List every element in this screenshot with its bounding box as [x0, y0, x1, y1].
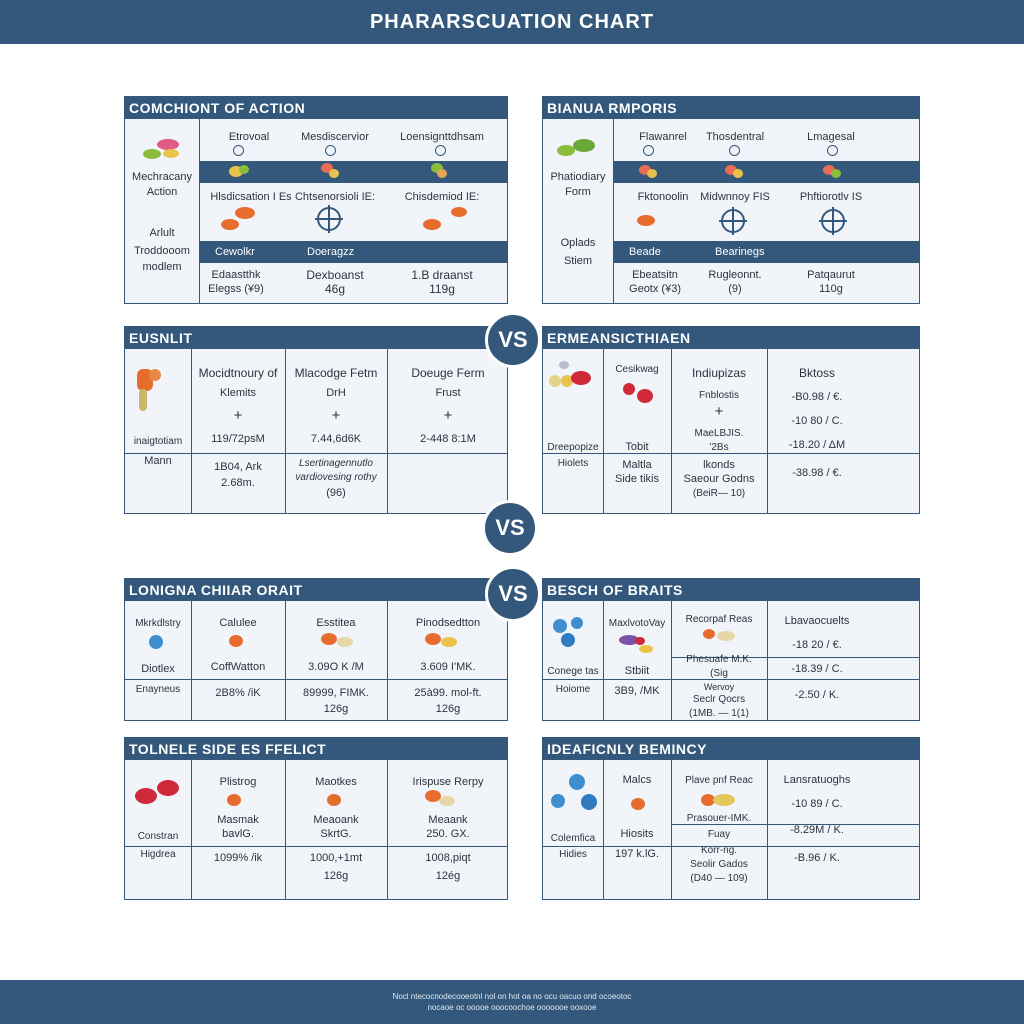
c3-line-4: Seolir Gados: [690, 859, 748, 870]
bottom-cell-3a: Patqaurut: [807, 269, 855, 281]
column-header-2: Thosdentral: [705, 131, 765, 143]
panel-ermeansic: [542, 326, 920, 514]
r2-cell-3: 3.609 I'MK.: [420, 661, 476, 673]
c3-line-5: (D40 — 109): [690, 873, 748, 884]
r2-cell-1: +: [233, 407, 243, 424]
pill-icon: [149, 635, 163, 649]
panel-pharma-reports: [542, 96, 920, 304]
panel-title: EUSNLIT: [125, 327, 507, 349]
pill-cluster-icon: [549, 375, 561, 387]
panel-title: BESCH OF BRAITS: [543, 579, 919, 601]
row2-cell-3: Chisdemiod IE:: [404, 191, 480, 203]
c3-line-3: Korr-ng.: [700, 845, 738, 856]
r2-cell-1a: Masmak: [217, 814, 259, 826]
r3-cell-2: 7.44,6d6K: [310, 433, 362, 445]
mid-cell-2: 3B9, /MK: [614, 685, 660, 697]
side-label-4: Troddooom: [134, 245, 190, 257]
footer-line-1: Nocl ntecocnodecooeotnl nol on hot oa no ocu oacuo ond ocoeotoc: [392, 992, 632, 1001]
side-label-3: Oplads: [560, 237, 596, 249]
vs-badge: VS: [485, 566, 541, 622]
footer-line-2: nocaoe oc ooooe ooocoochoe ooooooe ooxooe: [427, 1003, 597, 1012]
column-header-1: Etrovoal: [228, 131, 270, 143]
target-icon: [821, 209, 845, 233]
target-icon: [721, 209, 745, 233]
pill-icon: [631, 798, 645, 810]
column-header-3: Bktoss: [798, 366, 835, 380]
side-label-3: Arlult: [149, 227, 175, 239]
side-label-1: Mechracany: [132, 171, 192, 183]
mid-cell-2: 197 k.lG.: [614, 848, 660, 860]
r4-cell-2: 126g: [323, 703, 349, 715]
bottom-cell-1a: Ebeatsitn: [632, 269, 678, 281]
molecule-icon: [553, 619, 567, 633]
column-header-1: Calulee: [219, 617, 257, 629]
pill-icon: [229, 635, 243, 647]
r4-cell-2: 126g: [323, 870, 349, 882]
column-header-3: Lansratuoghs: [783, 774, 851, 786]
r3-cell-3: 2-448 8:1M: [420, 433, 476, 445]
c4-value-3: -B.96 / K.: [794, 852, 840, 864]
panel-title: IDEAFICNLY BEMINCY: [543, 738, 919, 760]
column-header-3: Pinodsedtton: [415, 617, 481, 629]
column-header-2: Recorpaf Reas: [685, 614, 753, 625]
molecule-icon: [569, 774, 585, 790]
column-header-3: Irispuse Rerpy: [412, 776, 484, 788]
c4-value-3: -2.50 / K.: [794, 689, 840, 701]
side-label-1: Dreepopize: [547, 442, 599, 453]
band-label-left: Cewolkr: [215, 246, 255, 258]
bottom-cell-1b: Elegss (¥9): [208, 283, 264, 295]
mid-cell-1: Stbiit: [624, 665, 650, 677]
side-label-2: Hoiome: [555, 684, 591, 695]
column-header-2: Esstitea: [316, 617, 356, 629]
target-icon: [317, 207, 341, 231]
side-label-2: Form: [565, 186, 591, 198]
c4-value-1: -B0.98 / €.: [791, 391, 843, 403]
side-label-3: Enayneus: [135, 684, 181, 695]
c3-line-4: Seclr Qocrs: [692, 694, 746, 705]
c3-line-6: Saeour Godns: [683, 473, 755, 485]
r3-cell-2: 89999, FIMK.: [302, 687, 370, 699]
r3-cell-3: 1008,piqt: [425, 852, 471, 864]
panel-title: LONIGNA CHIIAR ORAIT: [125, 579, 507, 601]
r3-cell-1: 2B8% /iK: [215, 687, 261, 699]
bottom-cell-2a: Dexboanst: [306, 268, 364, 282]
r2-cell-3b: 250. GX.: [426, 828, 470, 840]
bottom-cell-2a: Rugleonnt.: [708, 269, 762, 281]
r4-cell-2c: (96): [326, 487, 346, 499]
column-header-3: Lbavaocuelts: [784, 615, 850, 627]
bottom-cell-3b: 110g: [819, 283, 843, 295]
c3-line-4: '2Bs: [709, 442, 729, 453]
mid-cell-1: Tobit: [625, 441, 649, 453]
c3-line-1: Fnblostis: [698, 390, 739, 401]
r4-cell-1b: 2.68m.: [221, 477, 255, 489]
panel-mechanism-of-action: [124, 96, 508, 304]
panel-identify-bemincy: [542, 737, 920, 900]
side-label-4: Stiem: [563, 255, 593, 267]
bottom-cell-2b: 46g: [324, 282, 346, 296]
side-label-1: Conege tas: [547, 666, 599, 677]
side-label-2: Higdrea: [140, 849, 176, 860]
band-label-mid: Bearinegs: [715, 246, 765, 258]
column-header-1: Malcs: [622, 774, 652, 786]
row2-cell-2: Midwnnoy FIS: [700, 191, 770, 203]
side-label-1: Mkrkdlstry: [135, 618, 181, 629]
column-header-2: Mesdiscervior: [301, 131, 369, 143]
target-icon: [643, 145, 654, 156]
c3-line-2: (Sig: [710, 668, 728, 679]
column-header-1: Flawanrel: [639, 131, 687, 143]
column-header-1: Cesikwag: [615, 364, 659, 375]
panel-title: COMCHIONT OF ACTION: [125, 97, 507, 119]
r2-cell-2b: SkrtG.: [320, 828, 352, 840]
c4-value-4: -38.98 / €.: [792, 467, 842, 479]
r1-cell-2: DrH: [326, 387, 346, 399]
bottom-cell-1a: Edaastthk: [211, 269, 261, 281]
target-icon: [435, 145, 446, 156]
column-header-2: Maotkes: [315, 776, 357, 788]
r4-cell-3: 126g: [435, 703, 461, 715]
side-label-2: Hidies: [559, 849, 587, 860]
vs-badge: VS: [485, 312, 541, 368]
r4-cell-3: 12ég: [435, 870, 461, 882]
panel-title: BIANUA RMPORIS: [543, 97, 919, 119]
pill-icon: [623, 383, 635, 395]
r2-cell-2: 3.09O K /M: [308, 661, 364, 673]
target-icon: [325, 145, 336, 156]
column-header-2: Indiupizas: [691, 366, 747, 380]
c3-line-1: Phesuafe M.K.: [686, 654, 752, 665]
target-icon: [729, 145, 740, 156]
r4-cell-2b: vardiovesing rothy: [295, 472, 377, 483]
row2-cell-3: Phftiorotlv IS: [799, 191, 863, 203]
c3-line-5: (1MB. — 1(1): [688, 708, 749, 719]
bottom-cell-3b: 119g: [429, 282, 455, 296]
band-label-mid: Doeragzz: [307, 246, 355, 258]
column-header-1: Mocidtnoury of: [198, 366, 278, 380]
column-header-3: Lmagesal: [807, 131, 855, 143]
c3-line-2: Fuay: [707, 829, 731, 840]
pill-icon: [637, 215, 655, 226]
r4-cell-1a: 1B04, Ark: [214, 461, 262, 473]
panel-side-effects: [124, 737, 508, 900]
mid-cell-3: Side tikis: [614, 473, 660, 485]
c4-value-1: -18 20 / €.: [792, 639, 842, 651]
c4-value-2: -18.39 / C.: [791, 663, 843, 675]
panel-longna-chart: [124, 578, 508, 721]
pill-icon: [227, 794, 241, 806]
side-label-2: Hiolets: [557, 458, 589, 469]
target-icon: [827, 145, 838, 156]
panel-title: TOLNELE SIDE ES FFELICT: [125, 738, 507, 760]
c3-line-3: Wervoy: [703, 682, 735, 692]
r2-cell-3: +: [443, 407, 453, 424]
footer: [0, 980, 1024, 1024]
r2-cell-2a: Meaoank: [313, 814, 359, 826]
c4-value-3: -18.20 / ΔM: [788, 439, 846, 451]
row2-cell-1: Hlsdicsation I Es: [210, 191, 292, 203]
c3-line-7: (BeiR— 10): [692, 488, 746, 499]
bottom-cell-3a: 1.B draanst: [411, 268, 473, 282]
page-title: PHARARSCUATION CHART: [0, 0, 1024, 44]
pill-icon: [235, 207, 255, 219]
c4-value-2: -8.29M / K.: [790, 824, 844, 836]
side-label-1: inaigtotiam: [133, 436, 183, 447]
c3-line-3: MaeLBJIS.: [694, 428, 744, 439]
panel-result: [124, 326, 508, 514]
column-header-2: Mlacodge Fetm: [294, 366, 378, 380]
r3-cell-1: 119/72psM: [211, 433, 265, 445]
side-label-5: modlem: [142, 261, 182, 273]
row2-cell-2: Chtsenorsioli IE:: [294, 191, 376, 203]
bottom-cell-2b: (9): [728, 283, 742, 295]
r4-cell-2a: Lsertinagennutlo: [299, 458, 373, 469]
r1-cell-3: Frust: [435, 387, 461, 399]
c3-line-1: Prasouer-IMK.: [686, 813, 752, 824]
c4-value-1: -10 89 / C.: [791, 798, 843, 810]
r3-cell-1: 1099% /ik: [213, 852, 263, 864]
r2-cell-2: +: [331, 407, 341, 424]
column-header-3: Loensignttdhsam: [400, 131, 484, 143]
vs-badge: VS: [482, 500, 538, 556]
panel-besch-of-braits: [542, 578, 920, 721]
side-label-2: Action: [146, 186, 178, 198]
side-label-1: Constran: [137, 831, 179, 842]
side-label-2: Diotlex: [141, 663, 175, 675]
pill-icon: [135, 788, 157, 804]
c4-value-2: -10 80 / C.: [791, 415, 843, 427]
r2-cell-3a: Meaank: [428, 814, 468, 826]
column-header-1: Plistrog: [219, 776, 257, 788]
c3-line-5: lkonds: [703, 459, 735, 471]
c3-line-2: +: [714, 403, 724, 420]
column-header-2: Plave pnf Reac: [685, 775, 753, 786]
column-header-1: MaxlvotoVay: [608, 618, 666, 629]
r3-cell-2: 1000,+1mt: [309, 852, 363, 864]
r3-cell-3: 25à99. mol-ft.: [414, 687, 482, 699]
panel-title: ERMEANSICTHIAEN: [543, 327, 919, 349]
r1-cell-1: Klemits: [219, 387, 257, 399]
target-icon: [233, 145, 244, 156]
mid-cell-1: Hiosits: [620, 828, 654, 840]
side-label-2: Mann: [144, 455, 172, 467]
r2-cell-1b: bavlG.: [222, 828, 254, 840]
mid-cell-2: Maltla: [622, 459, 652, 471]
r2-cell-1: CoffWatton: [210, 661, 266, 673]
side-label-1: Colemfica: [550, 833, 596, 844]
side-label-1: Phatiodiary: [550, 171, 606, 183]
band-label-left: Beade: [629, 246, 661, 258]
row2-cell-1: Fktonoolin: [637, 191, 689, 203]
pill-cluster-icon: [143, 149, 161, 159]
bottom-cell-1b: Geotx (¥3): [629, 283, 681, 295]
column-header-3: Doeuge Ferm: [411, 366, 485, 380]
